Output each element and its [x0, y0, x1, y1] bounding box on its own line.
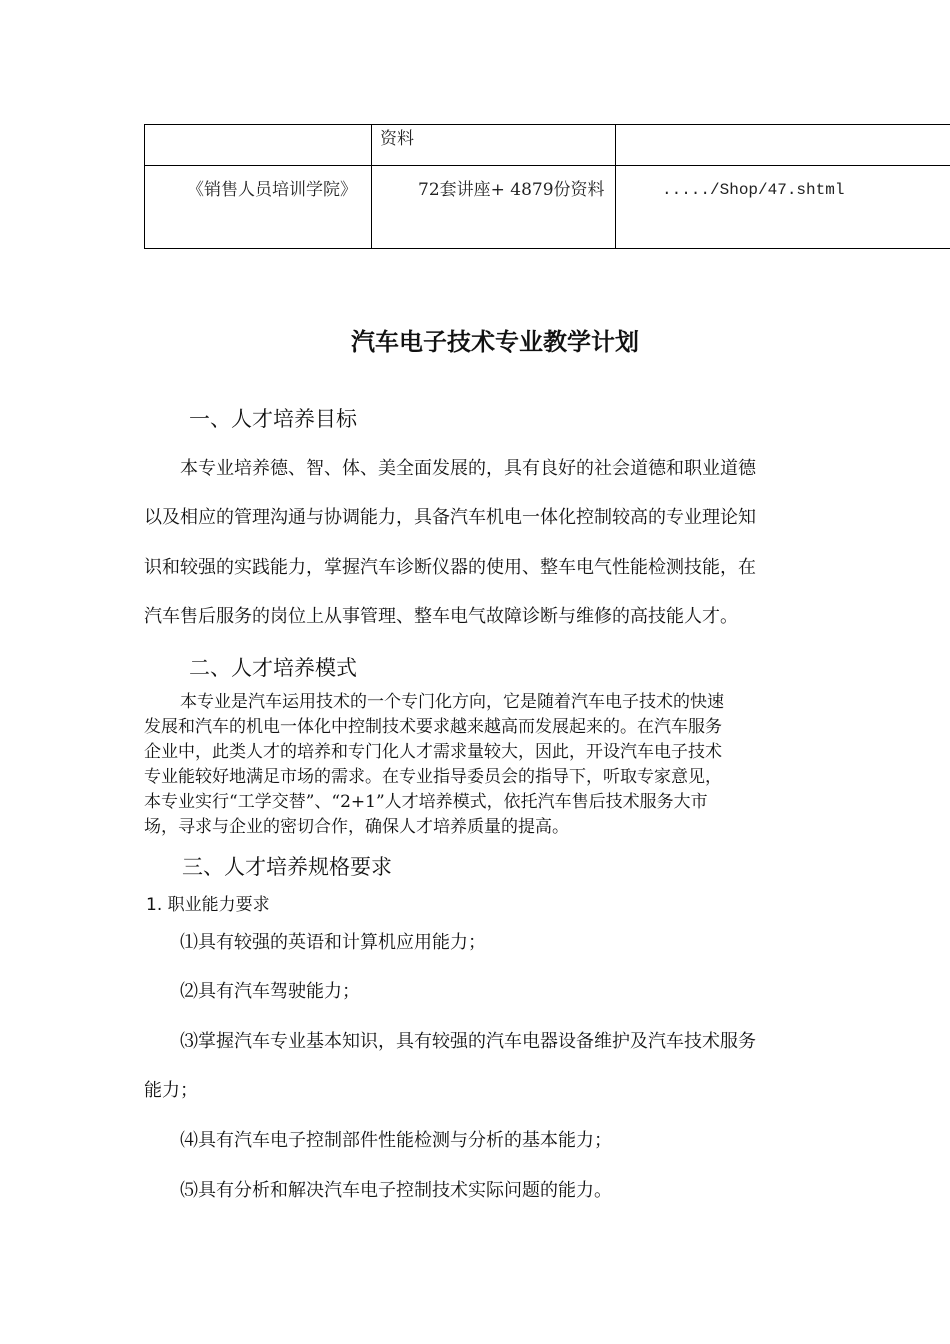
table-row — [145, 125, 950, 166]
table-cell: 资料 — [372, 125, 616, 166]
list-item-continuation: 能力； — [144, 1080, 198, 1101]
paragraph-line: 本专业实行“工学交替”、“2+1”人才培养模式，依托汽车售后技术服务大市 — [144, 792, 708, 812]
paragraph-line: 发展和汽车的机电一体化中控制技术要求越来越高而发展起来的。在汽车服务 — [144, 717, 722, 737]
table-cell-content: 72套讲座+ 4879份资料 — [372, 166, 616, 249]
list-item: ⑶掌握汽车专业基本知识，具有较强的汽车电器设备维护及汽车技术服务 — [180, 1031, 756, 1052]
list-item: ⑵具有汽车驾驶能力； — [180, 981, 360, 1002]
paragraph-line: 本专业是汽车运用技术的一个专门化方向，它是随着汽车电子技术的快速 — [180, 692, 724, 712]
table-row — [145, 166, 950, 249]
table-cell-link[interactable]: ...../Shop/47.shtml — [616, 166, 950, 249]
section2-heading: 二、人才培养模式 — [189, 656, 357, 680]
list-item: ⑸具有分析和解决汽车电子控制技术实际问题的能力。 — [180, 1180, 612, 1201]
paragraph-line: 识和较强的实践能力，掌握汽车诊断仪器的使用、整车电气性能检测技能，在 — [144, 557, 756, 578]
section3-heading: 三、人才培养规格要求 — [182, 855, 392, 879]
resource-table — [144, 124, 950, 249]
table-cell-course: 《销售人员培训学院》 — [145, 166, 372, 249]
section1-heading: 一、人才培养目标 — [189, 407, 357, 431]
list-item: ⑴具有较强的英语和计算机应用能力； — [180, 932, 486, 953]
paragraph-line: 汽车售后服务的岗位上从事管理、整车电气故障诊断与维修的高技能人才。 — [144, 606, 738, 627]
document-title: 汽车电子技术专业教学计划 — [351, 328, 639, 356]
subsection-heading: 1. 职业能力要求 — [146, 895, 270, 915]
paragraph-line: 场，寻求与企业的密切合作，确保人才培养质量的提高。 — [144, 817, 569, 837]
table-cell — [145, 125, 372, 166]
paragraph-line: 专业能较好地满足市场的需求。在专业指导委员会的指导下，听取专家意见， — [144, 767, 722, 787]
paragraph-line: 本专业培养德、智、体、美全面发展的，具有良好的社会道德和职业道德 — [180, 458, 756, 479]
table-cell — [616, 125, 950, 166]
paragraph-line: 以及相应的管理沟通与协调能力，具备汽车机电一体化控制较高的专业理论知 — [144, 507, 756, 528]
paragraph-line: 企业中，此类人才的培养和专门化人才需求量较大，因此，开设汽车电子技术 — [144, 742, 722, 762]
list-item: ⑷具有汽车电子控制部件性能检测与分析的基本能力； — [180, 1130, 612, 1151]
